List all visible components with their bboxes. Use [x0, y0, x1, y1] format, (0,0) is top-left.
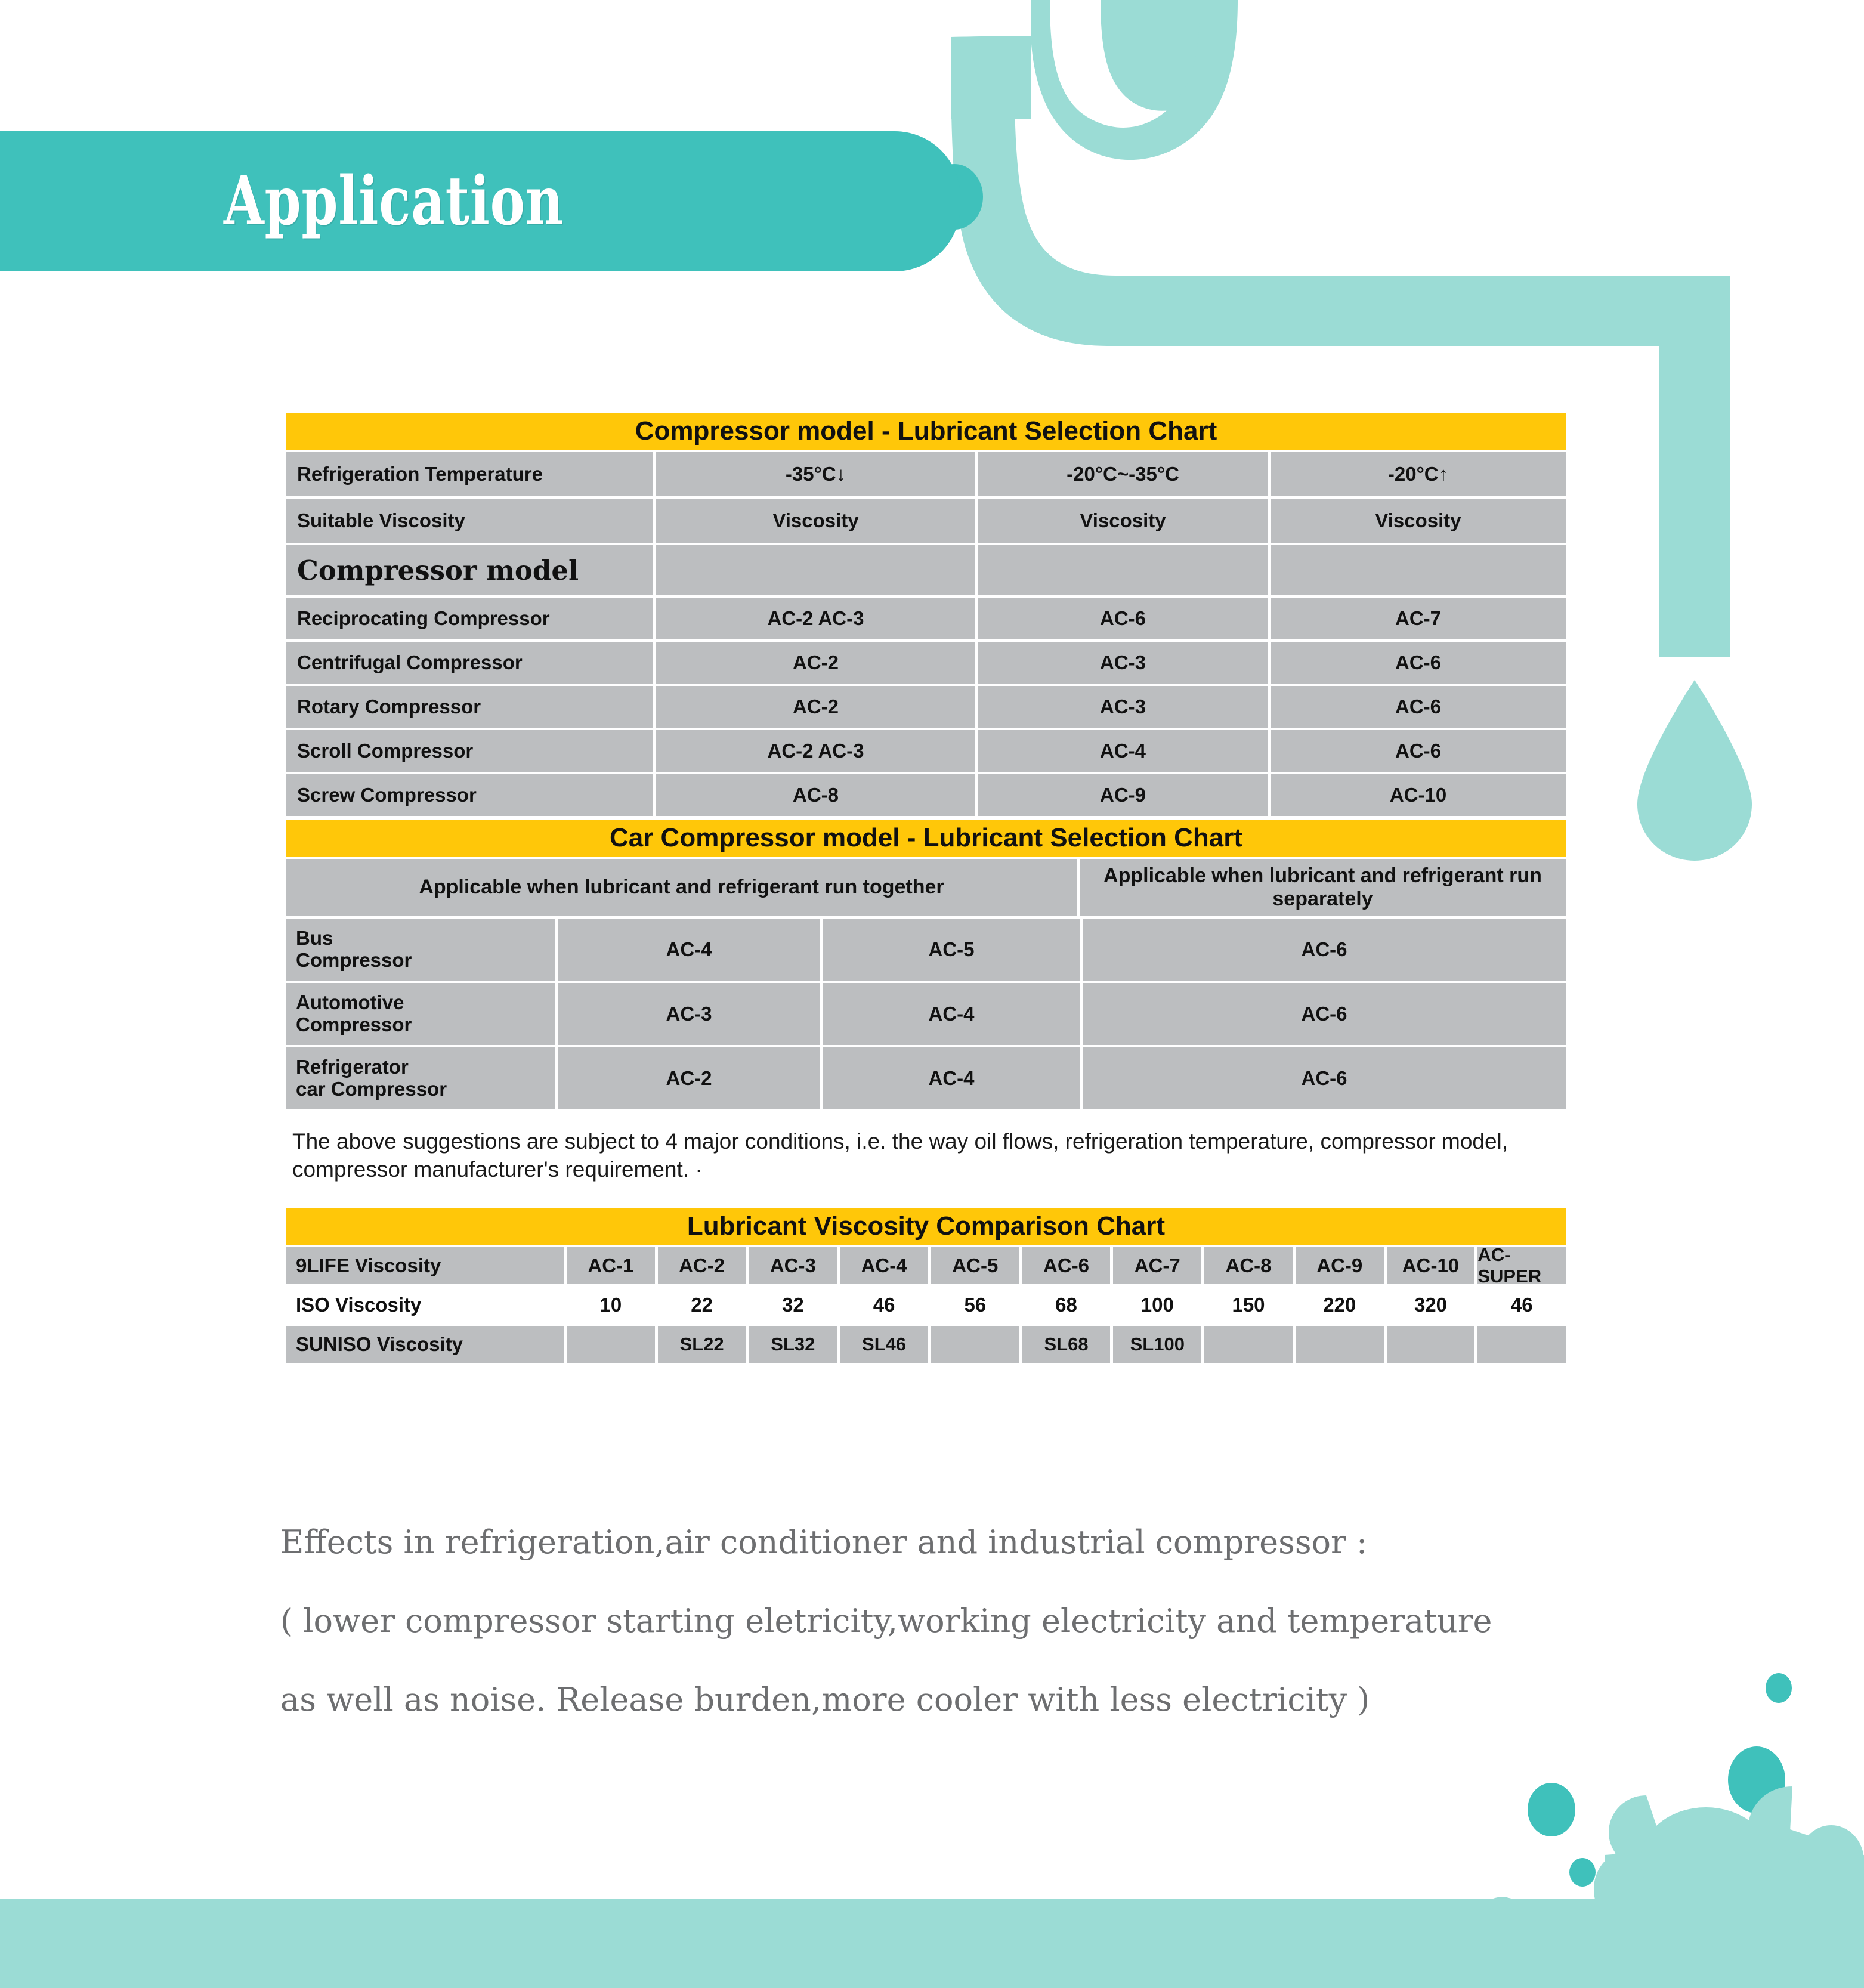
effects-line-2: ( lower compressor starting eletricity,working electricity and temperature [280, 1602, 1492, 1640]
pipe-connector [951, 36, 1031, 119]
effects-line-3: as well as noise. Release burden,more cooler with less electricity ) [280, 1681, 1370, 1718]
table-row [286, 1247, 1566, 1284]
pipe-vertical-right [1659, 276, 1730, 657]
cell-value: Viscosity [1271, 499, 1566, 543]
row-label-line1: Bus [296, 927, 333, 950]
cell-value: AC-4 [558, 919, 820, 981]
table-row [286, 452, 1566, 496]
cell-value: AC-4 [978, 730, 1268, 772]
cell-value: AC-7 [1113, 1247, 1201, 1284]
column-header-separately: Applicable when lubricant and refrigerant run separately [1080, 859, 1566, 916]
cell-value [1387, 1326, 1475, 1363]
cell-value: AC-6 [1271, 642, 1566, 684]
cell-value: 10 [567, 1287, 655, 1324]
cell-value: SL46 [840, 1326, 928, 1363]
cell-value: 56 [931, 1287, 1019, 1324]
cell-value: AC-3 [978, 686, 1268, 728]
cell-value: 46 [840, 1287, 928, 1324]
header-banner [0, 131, 960, 271]
cell-value: AC-3 [558, 983, 820, 1045]
cell-value: AC-SUPER [1477, 1247, 1566, 1284]
cell-value: AC-2 [656, 642, 975, 684]
cell-value: 320 [1387, 1287, 1475, 1324]
row-label: Refrigeration Temperature [286, 452, 653, 496]
table-row [286, 919, 1566, 981]
table-row [286, 642, 1566, 684]
cell-value: 150 [1204, 1287, 1293, 1324]
empty-cell [978, 545, 1268, 595]
page-title: Application [224, 162, 564, 240]
cell-value: 46 [1477, 1287, 1566, 1324]
table-row [286, 686, 1566, 728]
compressor-table-title: Compressor model - Lubricant Selection Chart [286, 413, 1566, 450]
row-label-line2: Compressor [296, 1013, 412, 1035]
row-label: 9LIFE Viscosity [286, 1247, 564, 1284]
row-label: Centrifugal Compressor [286, 642, 653, 684]
cell-value: AC-1 [567, 1247, 655, 1284]
effects-text-block [280, 1503, 1622, 1739]
car-compressor-selection-table [286, 820, 1566, 1109]
section-label: Compressor model [286, 545, 653, 595]
viscosity-comparison-table [286, 1208, 1566, 1363]
cell-value: AC-4 [823, 1047, 1080, 1109]
cell-value: AC-7 [1271, 598, 1566, 639]
row-label [286, 1047, 555, 1109]
cell-value: AC-6 [978, 598, 1268, 639]
cell-value: AC-5 [823, 919, 1080, 981]
cell-value [931, 1326, 1019, 1363]
cell-value: AC-9 [978, 774, 1268, 816]
cell-value: AC-2 [656, 686, 975, 728]
car-compressor-table-title: Car Compressor model - Lubricant Selection Chart [286, 820, 1566, 857]
row-label: Reciprocating Compressor [286, 598, 653, 639]
empty-cell [656, 545, 975, 595]
cell-value [1296, 1326, 1384, 1363]
cell-value: AC-4 [823, 983, 1080, 1045]
table-row [286, 774, 1566, 816]
cell-value: AC-10 [1387, 1247, 1475, 1284]
row-label: Screw Compressor [286, 774, 653, 816]
column-header-together: Applicable when lubricant and refrigerant run together [286, 859, 1077, 916]
cell-value: AC-2 [558, 1047, 820, 1109]
cell-value: SL100 [1113, 1326, 1201, 1363]
cell-value: 32 [749, 1287, 837, 1324]
row-label: Scroll Compressor [286, 730, 653, 772]
cell-value: AC-6 [1271, 686, 1566, 728]
cell-value: -20°C~-35°C [978, 452, 1268, 496]
cell-value: AC-3 [749, 1247, 837, 1284]
cell-value: 22 [658, 1287, 746, 1324]
table-row [286, 499, 1566, 543]
row-label-line2: Compressor [296, 949, 412, 971]
cell-value: AC-2 [658, 1247, 746, 1284]
row-label [286, 983, 555, 1045]
cell-value [1204, 1326, 1293, 1363]
cell-value: AC-6 [1083, 983, 1566, 1045]
row-label: Rotary Compressor [286, 686, 653, 728]
cell-value: SL68 [1022, 1326, 1111, 1363]
cell-value: AC-8 [656, 774, 975, 816]
cell-value: AC-6 [1083, 1047, 1566, 1109]
row-label-line1: Refrigerator [296, 1056, 409, 1078]
cell-value: AC-6 [1271, 730, 1566, 772]
cell-value: AC-10 [1271, 774, 1566, 816]
row-label-line1: Automotive [296, 991, 404, 1014]
effects-line-1: Effects in refrigeration,air conditioner and industrial compressor : [280, 1523, 1368, 1561]
water-droplet [1637, 680, 1752, 861]
cell-value: AC-6 [1083, 919, 1566, 981]
table-row [286, 1326, 1566, 1363]
row-label [286, 919, 555, 981]
table-row [286, 1047, 1566, 1109]
row-label: Suitable Viscosity [286, 499, 653, 543]
table-row [286, 859, 1566, 916]
row-label: ISO Viscosity [286, 1287, 564, 1324]
cell-value: AC-2 AC-3 [656, 730, 975, 772]
pipe-elbow [951, 36, 1730, 346]
table-row [286, 730, 1566, 772]
cell-value: -35°C↓ [656, 452, 975, 496]
cell-value: AC-2 AC-3 [656, 598, 975, 639]
pipe-path [1047, 0, 1232, 111]
cell-value: SL32 [749, 1326, 837, 1363]
row-label: SUNISO Viscosity [286, 1326, 564, 1363]
pipe-shape [1053, 0, 1224, 136]
table-row [286, 1287, 1566, 1324]
cell-value: AC-4 [840, 1247, 928, 1284]
cell-value: Viscosity [656, 499, 975, 543]
conditions-note: The above suggestions are subject to 4 major conditions, i.e. the way oil flows, refrigeration temperature, compressor model, compressor manufacturer's requirement. · [292, 1129, 1508, 1182]
cell-value: AC-3 [978, 642, 1268, 684]
table-row [286, 598, 1566, 639]
cell-value: AC-6 [1022, 1247, 1111, 1284]
cell-value: Viscosity [978, 499, 1268, 543]
cell-value: AC-5 [931, 1247, 1019, 1284]
cell-value: 220 [1296, 1287, 1384, 1324]
footer-bar [0, 1899, 1864, 1988]
viscosity-table-title: Lubricant Viscosity Comparison Chart [286, 1208, 1566, 1245]
cell-value [1477, 1326, 1566, 1363]
compressor-selection-table [286, 413, 1566, 816]
cell-value: 68 [1022, 1287, 1111, 1324]
empty-cell [1271, 545, 1566, 595]
pipe-main [1031, 0, 1238, 160]
cell-value: AC-9 [1296, 1247, 1384, 1284]
table-row [286, 983, 1566, 1045]
cell-value: AC-8 [1204, 1247, 1293, 1284]
cell-value: 100 [1113, 1287, 1201, 1324]
table-row [286, 545, 1566, 595]
cell-value [567, 1326, 655, 1363]
cell-value: -20°C↑ [1271, 452, 1566, 496]
cell-value: SL22 [658, 1326, 746, 1363]
row-label-line2: car Compressor [296, 1078, 447, 1100]
